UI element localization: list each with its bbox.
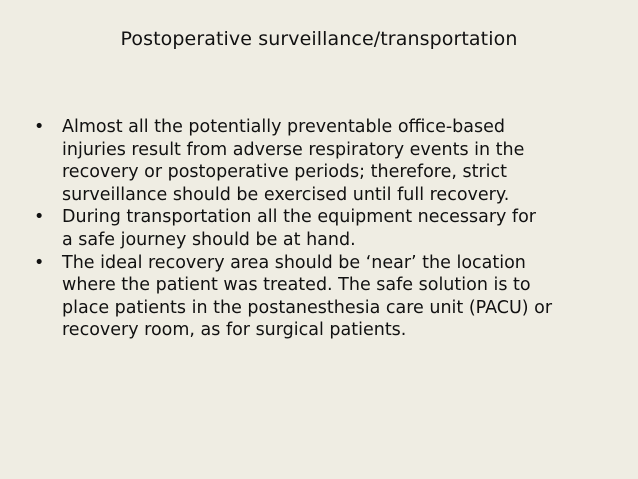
bullet-line: The ideal recovery area should be ‘near’ the location (62, 252, 526, 273)
bullet-item-respiratory (34, 116, 619, 206)
bullet-item-recovery-area (34, 252, 619, 342)
bullet-icon: • (34, 117, 45, 137)
bullet-line: place patients in the postanesthesia care unit (PACU) or (62, 297, 553, 318)
bullet-text (62, 206, 619, 251)
bullet-line: recovery or postoperative periods; therefore, strict (62, 162, 508, 183)
bullet-line: During transportation all the equipment necessary for (62, 207, 536, 228)
bullet-item-transportation (34, 206, 619, 251)
bullet-text (62, 252, 619, 342)
bullet-line: where the patient was treated. The safe solution is to (62, 275, 531, 296)
bullet-line: injuries result from adverse respiratory events in the (62, 139, 525, 160)
bullet-line: surveillance should be exercised until full recovery. (62, 184, 510, 205)
bullet-line: Almost all the potentially preventable office-based (62, 117, 505, 137)
slide-title: Postoperative surveillance/transportation (120, 28, 518, 50)
bullet-text (62, 116, 619, 206)
bullet-line: recovery room, as for surgical patients. (62, 320, 407, 341)
bullet-icon: • (34, 207, 45, 228)
bullet-list (34, 116, 619, 342)
bullet-line: a safe journey should be at hand. (62, 229, 356, 250)
bullet-icon: • (34, 252, 45, 273)
